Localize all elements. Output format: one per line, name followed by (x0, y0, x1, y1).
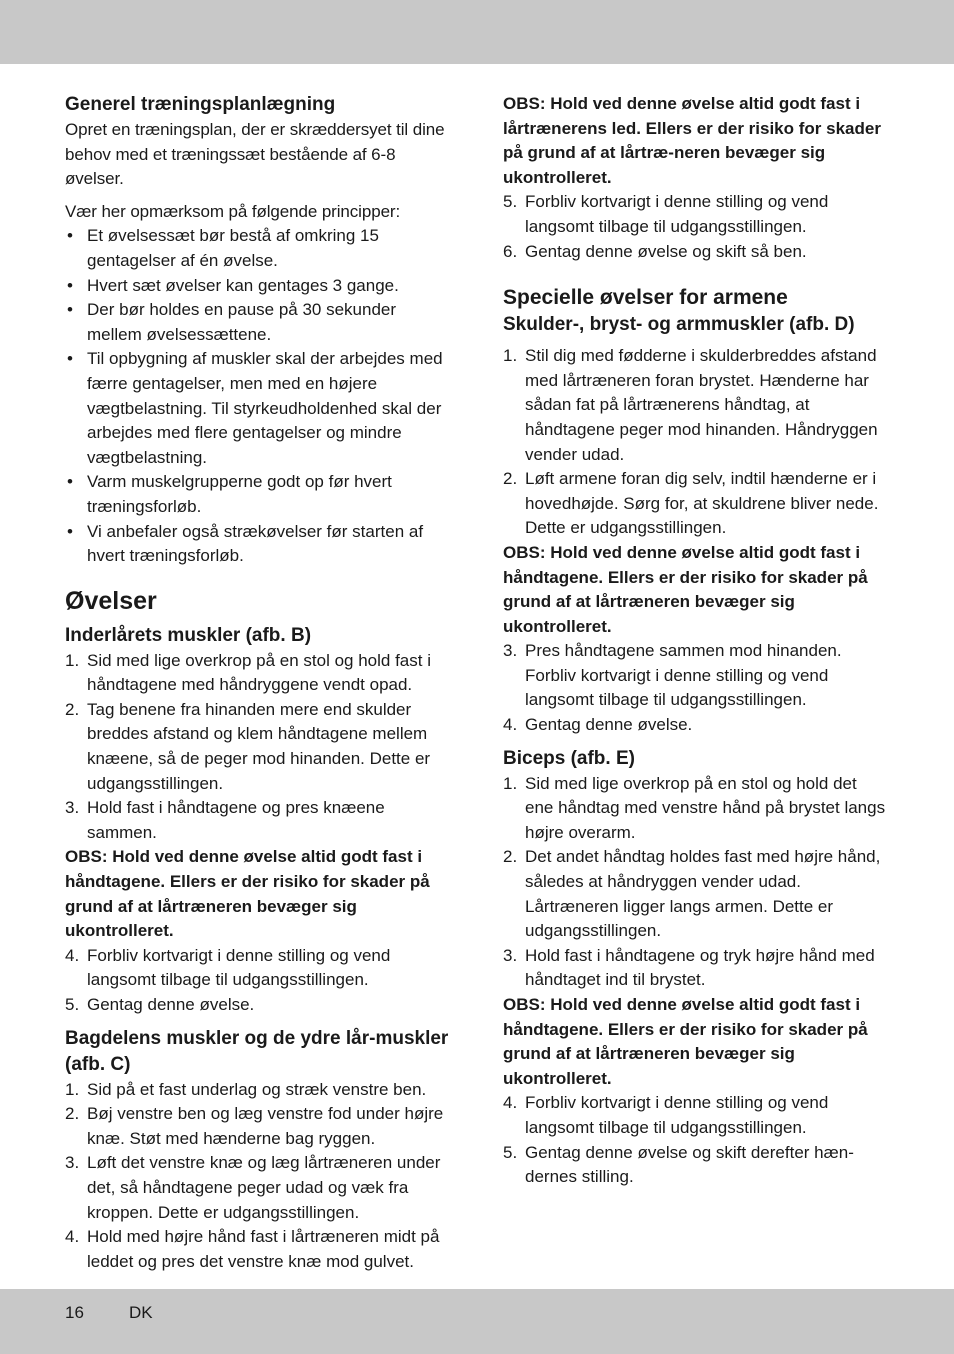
step-item (65, 698, 455, 796)
step-item (503, 772, 888, 846)
right-column (503, 92, 888, 1190)
list-item (65, 520, 455, 569)
inner-thigh-steps-b (65, 944, 455, 1018)
list-item-text: Der bør holdes en pause på 30 sekunder mellem øvelsessættene. (87, 300, 397, 344)
list-item (65, 470, 455, 519)
step-number: 3. (65, 1153, 80, 1173)
back-thigh-heading: Bagdelens muskler og de ydre lår-muskler (afb. C) (65, 1027, 449, 1075)
biceps-steps-a (503, 772, 888, 993)
step-number: 1. (65, 1079, 80, 1099)
step-number: 4. (503, 1093, 518, 1113)
inner-thigh-warning: OBS: Hold ved denne øvelse altid godt fast i håndtagene. Ellers er der risiko for skader på grund af at lårtræneren bevæger sig ukontrolleret. (65, 847, 430, 941)
step-text: Gentag denne øvelse. (87, 995, 255, 1014)
left-column (65, 92, 455, 1274)
step-text: Bøj venstre ben og læg venstre fod under højre knæ. Støt med hænderne bag ryggen. (87, 1104, 444, 1148)
list-item-text: Varm muskelgrupperne godt op før hvert træningsforløb. (87, 472, 392, 516)
bullet-marker: • (67, 226, 73, 246)
language-code: DK (129, 1303, 153, 1322)
shoulder-heading: Skulder-, bryst- og armmuskler (afb. D) (503, 314, 855, 336)
step-number: 1. (65, 650, 80, 670)
step-number: 6. (503, 241, 518, 261)
step-text: Tag benene fra hinanden mere end skulder breddes afstand og klem håndtagene mellem knæene, så de peger mod hinanden. Dette er udgangsstillingen. (87, 699, 431, 793)
biceps-heading: Biceps (afb. E) (503, 747, 635, 769)
list-item-text: Et øvelsessæt bør bestå af omkring 15 gentagelser af én øvelse. (87, 226, 379, 270)
step-text: Forbliv kortvarigt i denne stilling og vend langsomt tilbage til udgangsstillingen. (525, 1093, 829, 1137)
step-text: Gentag denne øvelse og skift derefter hæn-dernes stilling. (525, 1142, 854, 1187)
step-item (503, 639, 888, 713)
step-text: Løft armene foran dig selv, indtil hænderne er i hovedhøjde. Sørg for, at skuldrene bliver nede. Dette er udgangsstillingen. (525, 469, 879, 538)
step-item (503, 845, 888, 943)
bullet-marker: • (67, 472, 73, 492)
step-number: 3. (503, 641, 518, 661)
general-heading: Generel træningsplanlægning (65, 94, 336, 115)
step-number: 1. (503, 773, 518, 793)
step-number: 2. (503, 469, 518, 489)
step-text: Gentag denne øvelse. (525, 715, 693, 735)
list-item (65, 347, 455, 470)
general-para1: Opret en træningsplan, der er skræddersyet til dine behov med et træningssæt bestående af 6-8 øvelser. (65, 120, 445, 189)
step-item (503, 344, 888, 467)
step-item (503, 1141, 888, 1190)
bullet-marker: • (67, 275, 73, 295)
inner-thigh-heading: Inderlårets muskler (afb. B) (65, 624, 312, 646)
step-item (65, 1225, 455, 1274)
step-item (65, 1078, 455, 1103)
step-text: Hold fast i håndtagene og pres knæene sammen. (87, 798, 385, 842)
step-text: Sid med lige overkrop på en stol og hold det ene håndtag med venstre hånd på brystet langs højre overarm. (525, 773, 886, 842)
step-text: Det andet håndtag holdes fast med højre hånd, således at håndryggen vender udad. Lårtræneren ligger langs armen. Dette er udgangsstillingen. (525, 847, 881, 941)
step-text: Forbliv kortvarigt i denne stilling og vend langsomt tilbage til udgangsstillingen. (87, 945, 391, 990)
step-text: Løft det venstre knæ og læg lårtræneren under det, så håndtagene peger udad og væk fra kroppen. Dette er udgangsstillingen. (87, 1153, 441, 1222)
step-item (65, 796, 455, 845)
list-item (65, 274, 455, 299)
step-text: Stil dig med fødderne i skulderbreddes afstand med lårtræneren foran brystet. Hænderne har sådan fat på lårtrænerens håndtag, at håndtagene peger mod hinanden. Håndryggen vender udad. (525, 346, 878, 464)
back-thigh-warning: OBS: Hold ved denne øvelse altid godt fast i lårtrænerens led. Ellers er der risiko for skader på grund af at lårtræ-neren bevæger sig ukontrolleret. (503, 94, 881, 187)
list-item (65, 298, 455, 347)
list-item (65, 224, 455, 273)
step-number: 3. (503, 945, 518, 965)
step-item (65, 649, 455, 698)
step-number: 4. (65, 1227, 80, 1247)
list-item-text: Vi anbefaler også strækøvelser før starten af hvert træningsforløb. (87, 521, 424, 566)
list-item-text: Til opbygning af muskler skal der arbejdes med færre gentagelser, men med en højere vægtbelastning. Til styrkeudholdenhed skal der arbejdes med flere gentagelser og mindre vægtbelastning. (87, 349, 443, 467)
step-text: Sid med lige overkrop på en stol og hold fast i håndtagene med håndryggene vendt opad. (87, 650, 431, 695)
step-text: Pres håndtagene sammen mod hinanden. Forbliv kortvarigt i denne stilling og vend langsomt tilbage til udgangsstillingen. (525, 641, 842, 710)
step-item (65, 944, 455, 993)
arms-heading: Specielle øvelser for armene (503, 286, 788, 310)
step-number: 1. (503, 346, 518, 366)
step-text: Sid på et fast underlag og stræk venstre ben. (87, 1079, 427, 1099)
step-number: 4. (503, 715, 518, 735)
step-item (65, 1102, 455, 1151)
step-item (503, 467, 888, 541)
biceps-warning: OBS: Hold ved denne øvelse altid godt fast i håndtagene. Ellers er der risiko for skader på grund af at lårtræneren bevæger sig ukontrolleret. (503, 995, 868, 1088)
step-item (503, 1091, 888, 1140)
step-number: 3. (65, 798, 80, 818)
shoulder-steps-a (503, 344, 888, 541)
inner-thigh-steps-a (65, 649, 455, 846)
principles-list (65, 224, 455, 568)
exercises-heading: Øvelser (65, 586, 157, 615)
step-item (503, 190, 888, 239)
back-thigh-steps (65, 1078, 455, 1275)
page-number: 16 (65, 1303, 84, 1322)
step-text: Forbliv kortvarigt i denne stilling og vend langsomt tilbage til udgangsstillingen. (525, 192, 829, 236)
step-item (65, 1151, 455, 1225)
biceps-steps-b (503, 1091, 888, 1189)
list-item-text: Hvert sæt øvelser kan gentages 3 gange. (87, 275, 399, 295)
bullet-marker: • (67, 300, 73, 320)
shoulder-steps-b (503, 639, 888, 737)
step-item (503, 713, 888, 738)
general-para2: Vær her opmærksom på følgende principper: (65, 201, 401, 221)
bullet-marker: • (67, 349, 73, 369)
step-number: 5. (503, 192, 518, 212)
step-item (503, 944, 888, 993)
back-thigh-steps-cont (503, 190, 888, 264)
step-number: 2. (503, 847, 518, 867)
step-text: Hold med højre hånd fast i lårtræneren midt på leddet og pres det venstre knæ mod gulvet. (87, 1227, 440, 1271)
step-number: 5. (503, 1142, 518, 1162)
header-bar (0, 0, 954, 64)
step-number: 5. (65, 995, 80, 1014)
step-item (503, 240, 888, 265)
step-text: Gentag denne øvelse og skift så ben. (525, 241, 807, 261)
step-number: 2. (65, 1104, 80, 1124)
step-text: Hold fast i håndtagene og tryk højre hånd med håndtaget ind til brystet. (525, 945, 875, 990)
step-number: 2. (65, 699, 80, 719)
step-number: 4. (65, 945, 80, 965)
step-item (65, 993, 455, 1018)
shoulder-warning: OBS: Hold ved denne øvelse altid godt fast i håndtagene. Ellers er der risiko for skader på grund af at lårtræneren bevæger sig ukontrolleret. (503, 542, 868, 636)
bullet-marker: • (67, 521, 73, 541)
